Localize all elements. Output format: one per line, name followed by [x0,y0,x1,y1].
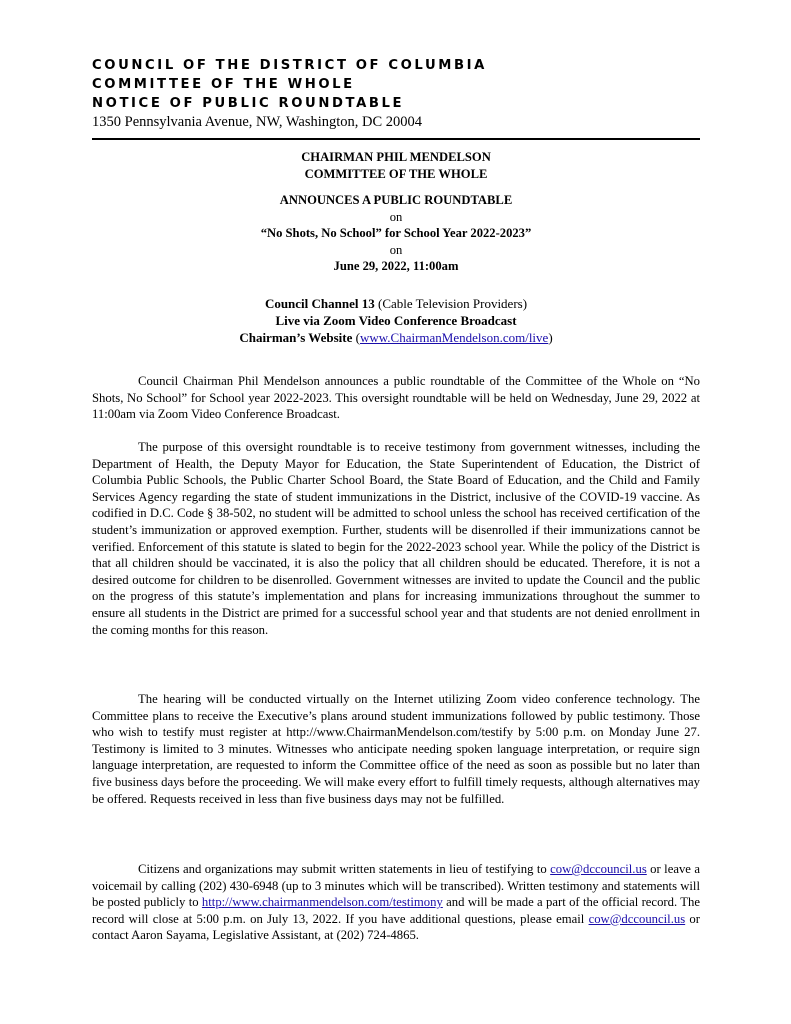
p4-text-c: and will be made a part of the official record. The record will close at 5:00 p.m. on July 13, 2022. If you have additional questions, please email [92,895,700,926]
email-link-1[interactable]: cow@dccouncil.us [550,862,647,876]
live-website-link[interactable]: www.ChairmanMendelson.com/live [359,330,549,345]
on-connector-2: on [389,242,403,257]
channel-name: Council Channel 13 [264,296,375,311]
on-connector-1: on [389,209,403,224]
website-label: Chairman’s Website [239,330,353,345]
letterhead-address: 1350 Pennsylvania Avenue, NW, Washington, DC 20004 [92,114,423,130]
announcement-block [92,192,700,275]
paragraph-announcement: Council Chairman Phil Mendelson announces a public roundtable of the Committee of the Whole on “No Shots, No School” for School year 2022-2023. This oversight roundtable will be held on Wednesday, June 29, 2022 at 11:00am via Zoom Video Conference Broadcast. [92,374,700,422]
chairman-block [92,149,700,182]
letterhead-committee: COMMITTEE OF THE WHOLE [92,77,355,92]
roundtable-date: June 29, 2022, 11:00am [333,259,459,273]
header-divider [92,138,700,140]
channel-line [92,295,700,312]
testimony-link[interactable]: http://www.chairmanmendelson.com/testimony [201,895,443,910]
paragraph-purpose: The purpose of this oversight roundtable is to receive testimony from government witnesses, including the Department of Health, the Deputy Mayor for Education, the State Superintendent of Education, the District of Columbia Public Schools, the Public Charter School Board, the State Board of Education, and the Child and Family Services Agency regarding the state of student immunizations in the District, inclusive of the COVID-19 vaccine. As codified in D.C. Code § 38-502, no student will be admitted to school unless the school has received certification of the student’s immunization or approved exemption. Further, students will be disenrolled if their immunizations cannot be verified. Enforcement of this statute is slated to begin for the 2022-2023 school year. While the policy of the District is that all children should be vaccinated, it is also the policy that all children should be educated. Therefore, it is not a desired outcome for children to be disenrolled. Government witnesses are invited to update the Council and the public on the progress of this statute’s implementation and plans for increasing immunizations throughout the summer to ensure all students in the District are primed for a successful school year and that students are not denied enrollment in the coming months for this reason. [92,440,700,637]
letterhead-council: COUNCIL OF THE DISTRICT OF COLUMBIA [92,58,487,73]
broadcast-block [92,295,700,346]
announces-heading: ANNOUNCES A PUBLIC ROUNDTABLE [279,193,513,207]
chairman-name: CHAIRMAN PHIL MENDELSON [301,150,491,164]
paragraph-written-statements [92,861,700,944]
p4-text-a: Citizens and organizations may submit written statements in lieu of testifying to [138,862,551,876]
zoom-line: Live via Zoom Video Conference Broadcast [275,313,517,328]
email-link-2[interactable]: cow@dccouncil.us [588,911,686,926]
p4-text-d: or contact Aaron Sayama, Legislative Assistant, at (202) 724-4865. [92,911,701,943]
website-line [92,329,700,346]
website-paren-close: ) [548,330,553,345]
letterhead-notice: NOTICE OF PUBLIC ROUNDTABLE [92,96,405,111]
committee-name: COMMITTEE OF THE WHOLE [304,166,488,181]
roundtable-topic: “No Shots, No School” for School Year 2022-2023” [260,226,532,240]
paragraph-hearing-details: The hearing will be conducted virtually on the Internet utilizing Zoom video conference technology. The Committee plans to receive the Executive’s plans around student immunizations followed by public testimony. Those who wish to testify must register at http://www.ChairmanMendelson.com/testify by 5:00 p.m. on Monday June 27. Testimony is limited to 3 minutes. Witnesses who anticipate needing spoken language interpretation, or require sign language interpretation, are requested to inform the Committee office of the need as soon as possible but no later than five business days before the proceeding. We will make every effort to fulfill timely requests, although alternatives may be offered. Requests received in less than five business days may not be fulfilled. [92,692,700,806]
channel-providers: (Cable Television Providers) [374,296,528,311]
letterhead [92,56,700,131]
p4-text-b: or leave a voicemail by calling (202) 430-6948 (up to 3 minutes which will be transcribed). Written testimony and statements will be posted publicly to [92,862,700,910]
website-paren-open: ( [352,330,360,345]
